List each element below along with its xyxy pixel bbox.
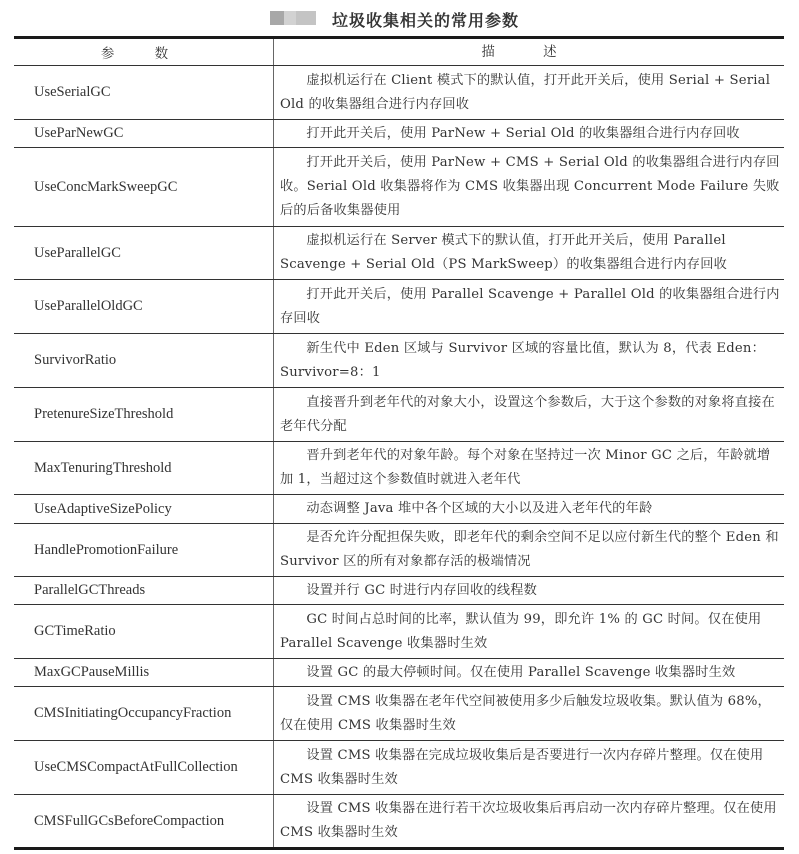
- param-description: [274, 795, 784, 847]
- table-row: [14, 795, 784, 847]
- param-name: CMSInitiatingOccupancyFraction: [14, 687, 274, 740]
- param-name: CMSFullGCsBeforeCompaction: [14, 795, 274, 847]
- param-description-text: 设置 CMS 收集器在老年代空间被使用多少后触发垃圾收集。默认值为 68%，仅在使用 CMS 收集器时生效: [280, 693, 771, 733]
- param-description: [274, 495, 784, 523]
- param-description-text: 设置 CMS 收集器在完成垃圾收集后是否要进行一次内存碎片整理。仅在使用 CMS 收集器时生效: [280, 747, 764, 787]
- param-description-text: 晋升到老年代的对象年龄。每个对象在坚持过一次 Minor GC 之后，年龄就增加 1，当超过这个参数值时就进入老年代: [280, 448, 771, 487]
- param-name: GCTimeRatio: [14, 605, 274, 658]
- header-param: 参 数: [14, 39, 274, 65]
- table-row: [14, 120, 784, 148]
- param-description-text: 虚拟机运行在 Server 模式下的默认值，打开此开关后，使用 Parallel Scavenge + Serial Old（PS MarkSweep）的收集器组合进行内存回收: [280, 233, 727, 272]
- param-description-text: 打开此开关后，使用 ParNew + Serial Old 的收集器组合进行内存回收: [306, 125, 740, 141]
- param-description: [274, 524, 784, 576]
- param-name: UseSerialGC: [14, 66, 274, 119]
- param-name: UseCMSCompactAtFullCollection: [14, 741, 274, 794]
- param-description-text: 直接晋升到老年代的对象大小，设置这个参数后，大于这个参数的对象将直接在老年代分配: [280, 394, 775, 434]
- table-row: [14, 227, 784, 280]
- param-description-text: 虚拟机运行在 Client 模式下的默认值，打开此开关后，使用 Serial + Serial Old 的收集器组合进行内存回收: [280, 72, 771, 112]
- table-row: [14, 524, 784, 577]
- param-description: [274, 577, 784, 604]
- param-description-text: 打开此开关后，使用 Parallel Scavenge + Parallel Old 的收集器组合进行内存回收: [280, 286, 780, 326]
- param-description-text: 是否允许分配担保失败，即老年代的剩余空间不足以应付新生代的整个 Eden 和 Survivor 区的所有对象都存活的极端情况: [280, 530, 779, 569]
- header-desc: 描 述: [481, 44, 579, 60]
- table-caption: [0, 4, 799, 32]
- param-description: [274, 334, 784, 387]
- table-row: [14, 442, 784, 495]
- param-name: UseParallelOldGC: [14, 280, 274, 333]
- param-name: SurvivorRatio: [14, 334, 274, 387]
- param-name: UseParNewGC: [14, 120, 274, 147]
- param-description: [274, 741, 784, 794]
- param-description: [274, 659, 784, 686]
- param-description-text: 新生代中 Eden 区域与 Survivor 区域的容量比值，默认为 8，代表 Eden：Survivor=8：1: [280, 340, 765, 380]
- gc-params-table: [14, 36, 784, 850]
- table-row: [14, 66, 784, 120]
- table-row: [14, 280, 784, 334]
- bottom-rule: [14, 847, 784, 850]
- param-description-text: GC 时间占总时间的比率，默认值为 99，即允许 1% 的 GC 时间。仅在使用 Parallel Scavenge 收集器时生效: [280, 611, 762, 651]
- table-row: [14, 495, 784, 524]
- param-description: [274, 66, 784, 119]
- param-name: UseConcMarkSweepGC: [14, 148, 274, 226]
- param-description: [274, 442, 784, 494]
- param-description-text: 设置 CMS 收集器在进行若干次垃圾收集后再启动一次内存碎片整理。仅在使用 CMS 收集器时生效: [280, 801, 777, 840]
- param-description: [274, 148, 784, 226]
- param-description: [274, 605, 784, 658]
- param-name: HandlePromotionFailure: [14, 524, 274, 576]
- header-row: [14, 39, 784, 66]
- param-name: ParallelGCThreads: [14, 577, 274, 604]
- param-name: MaxGCPauseMillis: [14, 659, 274, 686]
- table-row: [14, 388, 784, 442]
- param-description-text: 设置 GC 的最大停顿时间。仅在使用 Parallel Scavenge 收集器时生效: [306, 664, 736, 680]
- param-description: [274, 120, 784, 147]
- param-description: [274, 388, 784, 441]
- param-name: PretenureSizeThreshold: [14, 388, 274, 441]
- param-description: [274, 687, 784, 740]
- redacted-table-number: [270, 11, 322, 25]
- param-name: UseAdaptiveSizePolicy: [14, 495, 274, 523]
- param-description-text: 动态调整 Java 堆中各个区域的大小以及进入老年代的年龄: [306, 501, 653, 516]
- table-row: [14, 334, 784, 388]
- param-description: [274, 280, 784, 333]
- table-row: [14, 577, 784, 605]
- table-row: [14, 605, 784, 659]
- param-description: [274, 227, 784, 279]
- table-row: [14, 659, 784, 687]
- table-title: 垃圾收集相关的常用参数: [332, 11, 520, 30]
- param-description-text: 打开此开关后，使用 ParNew + CMS + Serial Old 的收集器组合进行内存回收。Serial Old 收集器将作为 CMS 收集器出现 Concurrent Mode Failure 失败后的后备收集器使用: [280, 155, 780, 218]
- table-row: [14, 687, 784, 741]
- param-name: MaxTenuringThreshold: [14, 442, 274, 494]
- table-row: [14, 148, 784, 227]
- param-description-text: 设置并行 GC 时进行内存回收的线程数: [306, 582, 538, 598]
- table-row: [14, 741, 784, 795]
- param-name: UseParallelGC: [14, 227, 274, 279]
